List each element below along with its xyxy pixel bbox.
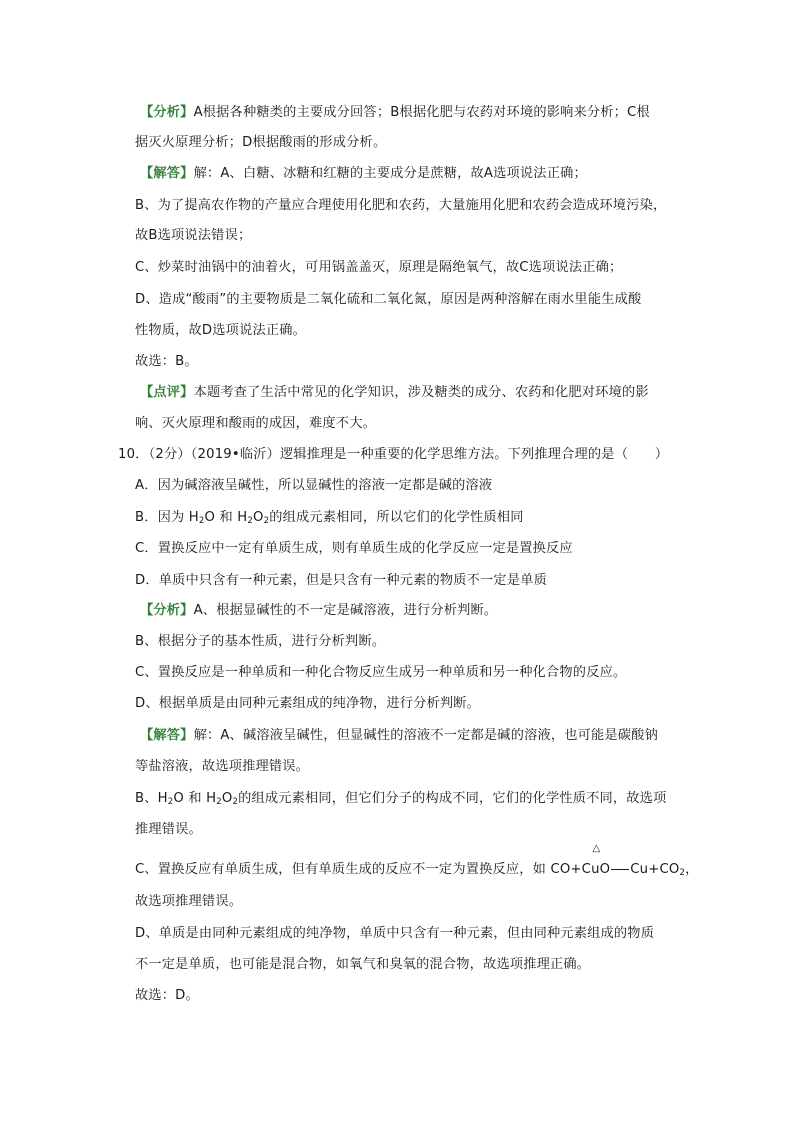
equation-products: Cu+CO [630,862,680,877]
q9-answer-line-6 [135,322,306,340]
q9-comment-line-1 [140,384,649,402]
equation-bar [611,869,629,870]
q10-choice [135,987,199,1005]
q9-answer-text-6: 性物质，故D选项说法正确。 [135,323,307,338]
q10-answer-b-post: 的组成元素相同，但它们分子的构成不同，它们的化学性质不同，故选项 [238,791,667,806]
equation-reactants: CO+CuO [550,862,611,877]
q10-answer-line-4 [135,821,202,839]
q10-answer-line-6 [135,893,242,911]
q9-choice-text: 故选：B。 [135,354,198,369]
q10-answer-line-8 [135,956,590,974]
q10-answer-line-3 [135,790,666,808]
comment-tag: 【点评】 [140,385,194,400]
q10-stem [118,446,668,464]
equation-tail: ， [685,862,699,877]
q10-analysis-line-1 [140,602,497,620]
analysis-tag: 【分析】 [140,603,194,618]
q10-answer-line-7 [135,925,654,943]
q10-analysis-text-2: B、根据分子的基本性质，进行分析判断。 [135,634,386,649]
q9-answer-line-3 [135,227,251,245]
oxygen-symbol: O [253,510,264,525]
subscript: 2 [216,797,222,807]
q9-answer-text-4: C、炒菜时油锅中的油着火，可用锅盖盖灭，原理是隔绝氧气，故C选项说法正确； [135,260,623,275]
q10-answer-c-pre: C、置换反应有单质生成，但有单质生成的反应不一定为置换反应，如 [135,862,551,877]
q9-answer-line-4 [135,259,622,277]
q9-choice [135,353,198,371]
chemical-equation [550,843,699,879]
q10-option-d [135,572,547,590]
q10-answer-text-2: 等盐溶液，故选项推理错误。 [135,759,310,774]
q10-analysis-text-4: D、根据单质是由同种元素组成的纯净物，进行分析判断。 [135,696,481,711]
q9-comment-text-1: 本题考查了生活中常见的化学知识，涉及糖类的成分、农药和化肥对环境的影 [193,385,649,400]
q9-analysis-text-1: A根据各种糖类的主要成分回答；B根据化肥与农药对环境的影响来分析；C根 [193,105,650,120]
oxygen-symbol: O [221,791,233,806]
q10-answer-b-mid: O 和 H [173,791,217,806]
analysis-tag: 【分析】 [140,105,194,120]
subscript: 2 [679,868,686,878]
q10-option-b-mid: O 和 H [204,510,248,525]
q9-comment-text-2: 响、灭火原理和酸雨的成因，难度不大。 [135,416,376,431]
q9-answer-line-5 [135,291,641,309]
q10-stem-text: 10．（2分）（2019•临沂）逻辑推理是一种重要的化学思维方法。下列推理合理的是（ ） [118,447,669,462]
q9-analysis-line-2 [135,134,386,152]
answer-tag: 【解答】 [140,728,194,743]
q10-answer-text-6: 故选项推理错误。 [135,894,243,909]
q9-answer-text-1: 解：A、白糖、冰糖和红糖的主要成分是蔗糖，故A选项说法正确； [193,166,587,181]
q9-answer-line-1 [140,165,587,183]
answer-tag: 【解答】 [140,166,194,181]
q10-answer-text-4: 推理错误。 [135,822,202,837]
q10-choice-text: 故选：D。 [135,988,199,1003]
q9-answer-text-3: 故B选项说法错误； [135,228,252,243]
q10-option-c-text: C．置换反应中一定有单质生成，则有单质生成的化学反应一定是置换反应 [135,541,573,556]
q10-answer-text-1: 解：A、碱溶液呈碱性，但显碱性的溶液不一定都是碱的溶液，也可能是碳酸钠 [193,728,658,743]
q10-answer-line-1 [140,727,658,745]
q10-answer-line-5 [135,843,699,879]
subscript: 2 [247,516,254,526]
q10-answer-text-7: D、单质是由同种元素组成的纯净物，单质中只含有一种元素，但由同种元素组成的物质 [135,926,655,941]
q10-analysis-line-3 [135,664,626,682]
q10-analysis-text-1: A、根据显碱性的不一定是碱溶液，进行分析判断。 [193,603,498,618]
q10-option-b [135,509,524,527]
q10-option-a-text: A．因为碱溶液呈碱性，所以显碱性的溶液一定都是碱的溶液 [135,478,493,493]
heat-condition-icon: △ [592,843,601,854]
subscript: 2 [198,516,205,526]
q10-answer-text-8: 不一定是单质，也可能是混合物，如氧气和臭氧的混合物，故选项推理正确。 [135,957,591,972]
q10-analysis-line-2 [135,633,385,651]
q9-comment-line-2 [135,415,376,433]
q10-option-b-pre: B．因为 H [135,510,199,525]
subscript: 2 [232,797,239,807]
q10-option-b-post: 的组成元素相同，所以它们的化学性质相同 [269,510,524,525]
q10-option-d-text: D．单质中只含有一种元素，但是只含有一种元素的物质不一定是单质 [135,573,547,588]
q10-answer-line-2 [135,758,309,776]
q9-analysis-text-2: 据灭火原理分析；D根据酸雨的形成分析。 [135,135,387,150]
q9-answer-text-2: B、为了提高农作物的产量应合理使用化肥和农药，大量施用化肥和农药会造成环境污染， [135,198,667,213]
q10-analysis-line-4 [135,695,480,713]
subscript: 2 [167,797,174,807]
subscript: 2 [263,516,270,526]
q9-analysis-line-1 [140,104,650,122]
q10-answer-b-pre: B、H [135,791,168,806]
q9-answer-text-5: D、造成“酸雨”的主要物质是二氧化硫和二氧化氮，原因是两种溶解在雨水里能生成酸 [135,292,642,307]
q10-analysis-text-3: C、置换反应是一种单质和一种化合物反应生成另一种单质和另一种化合物的反应。 [135,665,627,680]
q9-answer-line-2 [135,197,666,215]
q10-option-a [135,477,492,495]
q10-option-c [135,540,573,558]
